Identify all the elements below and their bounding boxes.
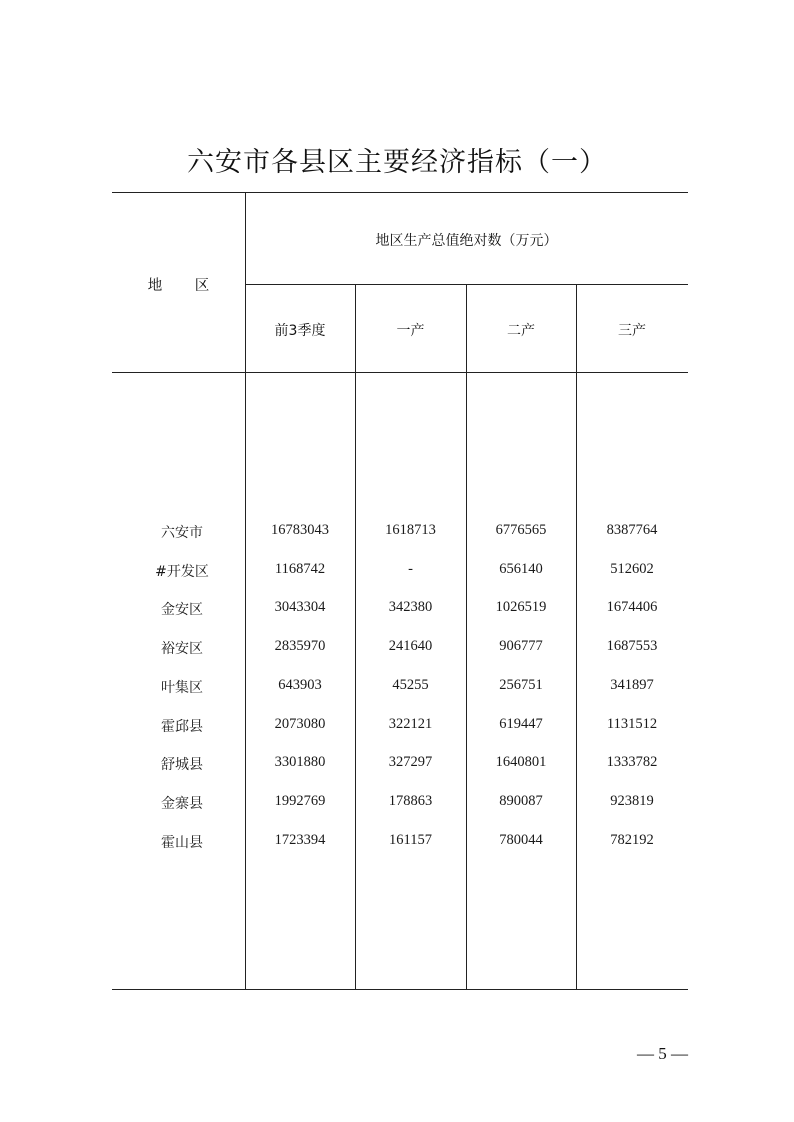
table-cell: 322121: [388, 715, 433, 732]
region-header: 地 区: [147, 278, 224, 294]
table-cell: 1640801: [495, 754, 547, 771]
table-cell: -: [408, 560, 413, 577]
table-cell: 890087: [499, 792, 543, 809]
table-cell: 327297: [388, 754, 433, 771]
table-cell: 1992769: [274, 792, 326, 809]
table-cell: 923819: [610, 792, 654, 809]
row-region-name: 金安区: [161, 602, 203, 619]
table-cell: 1026519: [495, 599, 547, 616]
row-region-name: 叶集区: [161, 679, 203, 696]
indicator-table: [112, 192, 688, 990]
table-cell: 2073080: [274, 715, 326, 732]
page-title: 六安市各县区主要经济指标（一）: [187, 147, 607, 178]
column-header: 前3季度: [274, 323, 326, 339]
row-region-name: 舒城县: [161, 757, 203, 774]
table-cell: 1723394: [274, 831, 326, 848]
row-region-name: 霍山县: [161, 834, 203, 851]
group-header: 地区生产总值绝对数（万元）: [375, 233, 558, 249]
table-cell: 1131512: [606, 715, 658, 732]
row-region-name: 裕安区: [161, 641, 203, 658]
table-cell: 643903: [278, 676, 322, 693]
column-header: 三产: [618, 323, 646, 339]
table-cell: 241640: [388, 638, 433, 655]
table-cell: 6776565: [495, 522, 547, 538]
column-divider: [576, 284, 577, 990]
table-cell: 161157: [389, 831, 432, 848]
table-cell: 619447: [499, 715, 543, 732]
column-header: 二产: [507, 323, 535, 339]
region-column-divider: [245, 192, 246, 990]
table-cell: 1687553: [606, 638, 658, 655]
table-cell: 780044: [499, 831, 543, 848]
table-cell: 16783043: [271, 522, 329, 538]
table-cell: 8387764: [606, 522, 658, 538]
header-bottom-rule: [112, 372, 688, 373]
table-cell: 342380: [388, 599, 433, 616]
row-region-name: #开发区: [155, 563, 209, 580]
table-cell: 906777: [499, 638, 543, 655]
table-cell: 256751: [499, 676, 543, 693]
table-cell: 3043304: [274, 599, 326, 616]
table-cell: 782192: [610, 831, 654, 848]
table-bottom-rule: [112, 989, 688, 990]
row-region-name: 金寨县: [161, 795, 203, 812]
row-region-name: 六安市: [161, 525, 203, 541]
column-divider: [355, 284, 356, 990]
table-cell: 178863: [388, 792, 433, 809]
page-number: — 5 —: [637, 1044, 688, 1063]
table-cell: 341897: [610, 676, 654, 693]
table-cell: 512602: [610, 560, 654, 577]
table-cell: 656140: [499, 560, 543, 577]
row-region-name: 霍邱县: [161, 718, 203, 735]
table-cell: 1618713: [385, 522, 436, 538]
column-divider: [466, 284, 467, 990]
table-cell: 1674406: [606, 599, 658, 616]
table-cell: 1168742: [274, 560, 326, 577]
table-cell: 3301880: [274, 754, 326, 771]
table-cell: 2835970: [274, 638, 326, 655]
column-header: 一产: [396, 323, 425, 339]
table-top-rule: [112, 192, 688, 193]
table-cell: 45255: [392, 676, 429, 693]
table-cell: 1333782: [606, 754, 658, 771]
